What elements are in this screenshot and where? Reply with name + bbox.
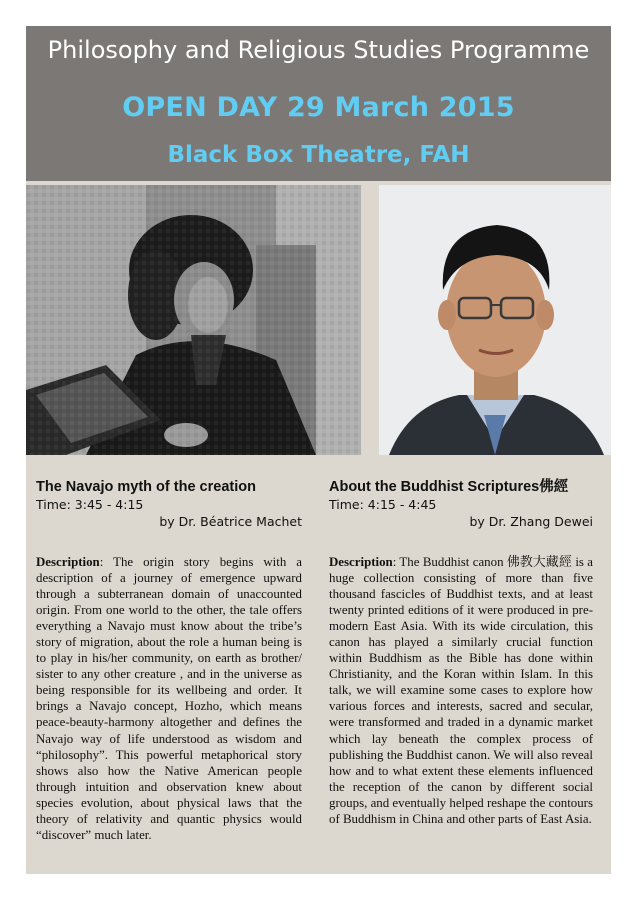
talk-speaker: by Dr. Zhang Dewei <box>469 514 593 529</box>
talk-time: Time: 4:15 - 4:45 <box>329 497 437 512</box>
talk-description <box>329 554 593 827</box>
description-label: Description <box>36 555 100 569</box>
speaker-photo-machet <box>26 185 361 455</box>
talk-title: About the Buddhist Scriptures佛經 <box>329 479 569 495</box>
talk-description <box>36 554 302 843</box>
description-text: : The origin story begins with a description of a journey of emergence upward through a subterranean domain of unaccounted origin. From one world to the other, the tale offers everything a Navajo must know about the tribe’s story of migration, about the role a human being is to play in his/her community, on earth as brother/ sister to any other creature , and in the universe as being responsible for its wellbeing and order. It brings a Navajo concept, Hozho, which means peace-beauty-harmony altogether and defines the Navajo way of life understood as wisdom and “philosophy”. This powerful metaphorical story shows also how the Native American people through intuition and observation knew about species evolution, about physical laws that the theory of relativity and quantic physics would “discover” much later. <box>36 555 302 842</box>
open-day-date: OPEN DAY 29 March 2015 <box>122 92 515 123</box>
header-banner <box>26 26 611 181</box>
talk-title: The Navajo myth of the creation <box>36 479 256 495</box>
description-text: : The Buddhist canon 佛教大藏經 is a huge collection consisting of more than five thousand fascicles of Buddhist texts, and at least twenty printed editions of it were produced in pre-modern East Asia. With its wide circulation, this canon has played a similarly crucial function within Buddhism as the Bible has done within Christianity, and the Koran within Islam. In this talk, we will examine some cases to explore how various forces and interests, sacred and secular, were transformed and traded in a dynamic market which lay beneath the complex process of publishing the Buddhist canon. We will also reveal how and to what extent these elements influenced the reception of the canon by different social groups, and eventually helped reshape the contours of Buddhism in China and other parts of East Asia. <box>329 555 593 826</box>
talk-navajo <box>36 478 302 843</box>
poster <box>26 26 611 874</box>
programme-title: Philosophy and Religious Studies Programme <box>47 36 590 64</box>
talk-speaker: by Dr. Béatrice Machet <box>159 514 302 529</box>
talk-time: Time: 3:45 - 4:15 <box>36 497 144 512</box>
description-label: Description <box>329 555 393 569</box>
speaker-photo-zhang <box>379 185 611 455</box>
talk-buddhist <box>329 478 593 827</box>
venue: Black Box Theatre, FAH <box>167 142 470 168</box>
